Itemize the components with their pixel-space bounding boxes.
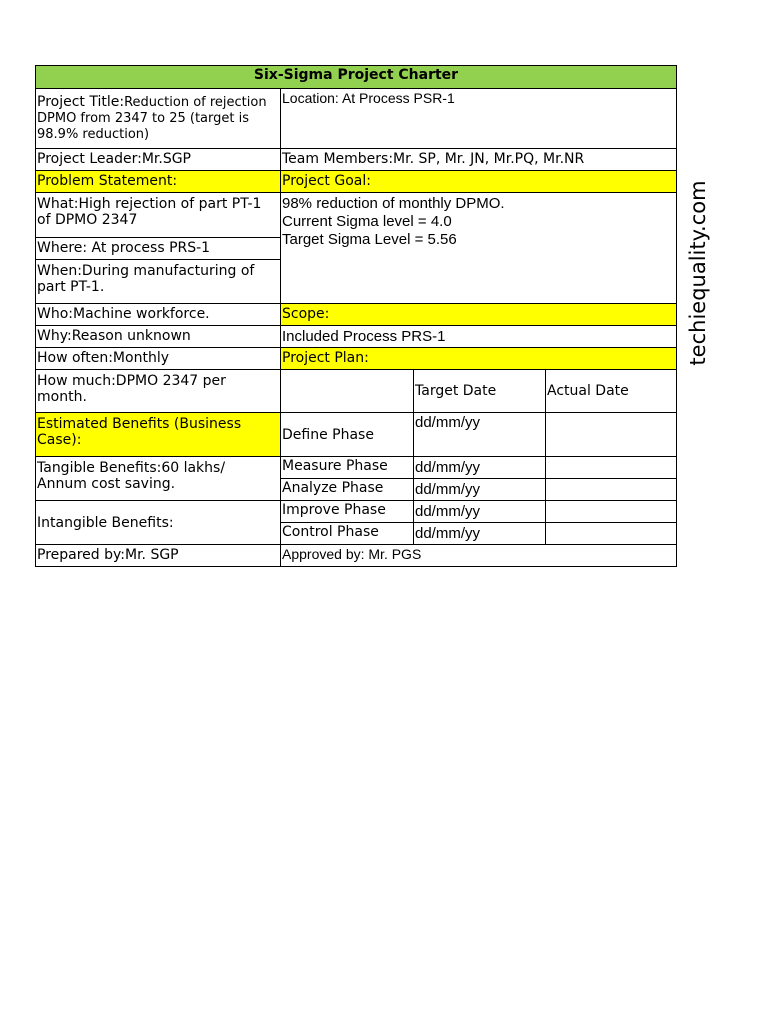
phase-name-analyze: Analyze Phase [280,478,414,501]
intangible-benefits-cell: Intangible Benefits: [35,500,281,545]
team-members-cell: Team Members:Mr. SP, Mr. JN, Mr.PQ, Mr.NR [280,148,677,171]
phase-actual-control [545,522,677,545]
phase-actual-measure [545,456,677,479]
tangible-benefits-cell: Tangible Benefits:60 lakhs/ Annum cost saving. [35,456,281,501]
who-cell: Who:Machine workforce. [35,303,281,326]
scope-value: Included Process PRS-1 [280,325,677,348]
phase-target-improve: dd/mm/yy [413,500,546,523]
charter-title: Six-Sigma Project Charter [35,65,677,89]
project-goal-body [280,192,677,304]
when-cell: When:During manufacturing of part PT-1. [35,259,281,304]
phase-target-measure: dd/mm/yy [413,456,546,479]
approved-by-cell: Approved by: Mr. PGS [280,544,677,567]
project-title-label: Project Title: [37,94,125,110]
phase-name-improve: Improve Phase [280,500,414,523]
goal-line: Current Sigma level = 4.0 [282,213,452,230]
project-goal-header: Project Goal: [280,170,677,193]
where-cell: Where: At process PRS-1 [35,237,281,260]
what-cell: What:High rejection of part PT-1 of DPMO 2347 [35,192,281,238]
plan-col-target-date: Target Date [413,369,546,413]
scope-header: Scope: [280,303,677,326]
phase-actual-define [545,412,677,457]
phase-actual-improve [545,500,677,523]
prepared-by-cell: Prepared by:Mr. SGP [35,544,281,567]
goal-line: 98% reduction of monthly DPMO. [282,195,505,212]
phase-actual-analyze [545,478,677,501]
phase-target-define: dd/mm/yy [413,412,546,457]
phase-target-analyze: dd/mm/yy [413,478,546,501]
how-often-cell: How often:Monthly [35,347,281,370]
phase-name-measure: Measure Phase [280,456,414,479]
watermark [686,178,710,368]
how-much-cell: How much:DPMO 2347 per month. [35,369,281,413]
project-leader-cell: Project Leader:Mr.SGP [35,148,281,171]
estimated-benefits-header: Estimated Benefits (Business Case): [35,412,281,457]
plan-header-blank [280,369,414,413]
project-plan-header: Project Plan: [280,347,677,370]
project-title-value: Reduction of rejection DPMO from 2347 to 25 (target is 98.9% reduction) [37,95,267,142]
phase-name-control: Control Phase [280,522,414,545]
watermark-text: techiequality.com [686,180,710,366]
problem-statement-header: Problem Statement: [35,170,281,193]
phase-name-define: Define Phase [280,412,414,457]
why-cell: Why:Reason unknown [35,325,281,348]
location-cell: Location: At Process PSR-1 [280,88,677,149]
goal-line: Target Sigma Level = 5.56 [282,231,457,248]
plan-col-actual-date: Actual Date [545,369,677,413]
phase-target-control: dd/mm/yy [413,522,546,545]
project-title-cell [35,88,281,149]
